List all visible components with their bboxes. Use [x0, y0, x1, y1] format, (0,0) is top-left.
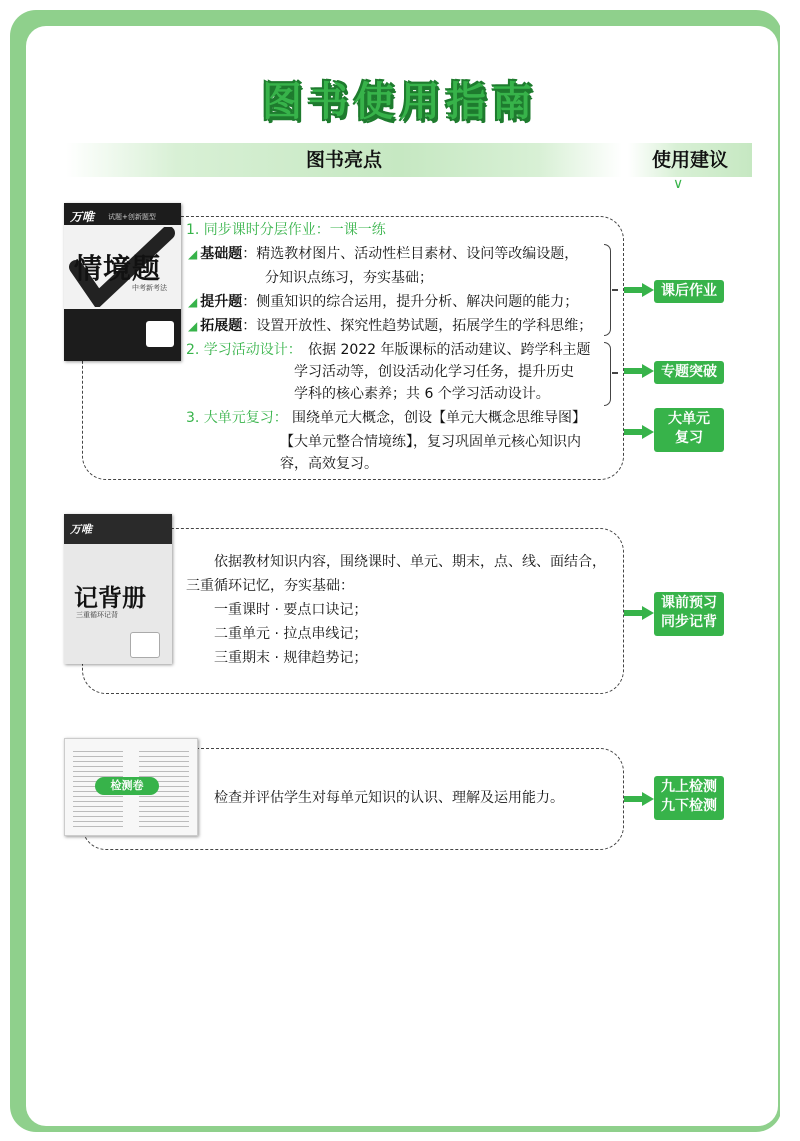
s1-heading2: 2. 学习活动设计： — [186, 342, 302, 358]
test-paper-thumbnail — [64, 738, 198, 836]
s1-item-basic-text: 精选教材图片、活动性栏目素材、设问等改编设题， — [256, 246, 579, 262]
suggestion-tests-line1: 九上检测 — [661, 779, 717, 795]
brace-homework — [604, 244, 611, 336]
cover2-brand: 万唯 — [70, 523, 92, 536]
suggestion-unit-review-line1: 大单元 — [668, 411, 710, 427]
s1-h3-line1: 围绕单元大概念，创设【单元大概念思维导图】 — [292, 410, 586, 426]
triangle-icon: ◢ — [188, 295, 198, 309]
suggestion-homework: 课后作业 — [654, 280, 724, 303]
cover-brand: 万唯 — [70, 210, 95, 224]
cover-tag: 试题+创新题型 — [108, 213, 156, 221]
arrow-right-icon — [624, 792, 654, 806]
cover-title: 情境题 — [74, 252, 162, 285]
s1-heading1: 1. 同步课时分层作业：一课一练 — [186, 222, 386, 238]
header-highlights: 图书亮点 — [305, 149, 382, 171]
s2-line4: 二重单元 · 拉点串线记； — [214, 626, 368, 642]
s1-h3-line3: 容，高效复习。 — [280, 456, 378, 472]
test-badge — [95, 777, 159, 795]
cover-badge — [146, 321, 174, 347]
triangle-icon: ◢ — [188, 319, 198, 333]
s1-h2-line2: 学习活动等，创设活动化学习任务，提升历史 — [294, 364, 574, 380]
chevron-down-icon: ∨ — [673, 176, 684, 192]
s1-item-basic: ◢ 基础题：精选教材图片、活动性栏目素材、设问等改编设题， — [188, 246, 579, 262]
s1-h3-line2: 【大单元整合情境练】，复习巩固单元核心知识内 — [280, 434, 581, 450]
suggestion-preview-line1: 课前预习 — [661, 595, 717, 611]
brace-topics — [604, 342, 611, 406]
s1-item-advanced-text: 侧重知识的综合运用，提升分析、解决问题的能力； — [256, 294, 579, 310]
s1-h2-line3: 学科的核心素养；共 6 个学习活动设计。 — [294, 386, 550, 402]
s3-line: 检查并评估学生对每单元知识的认识、理解及运用能力。 — [214, 790, 564, 806]
test-badge-label: 检测卷 — [110, 779, 144, 792]
s1-item-basic-cont: 分知识点练习，夯实基础； — [265, 270, 433, 286]
suggestion-unit-review-line2: 复习 — [675, 430, 703, 446]
arrow-right-icon — [624, 606, 654, 620]
triangle-icon: ◢ — [188, 247, 198, 261]
s2-line2: 三重循环记忆，夯实基础： — [186, 578, 354, 594]
cover2-sub: 三重循环记背 — [76, 611, 118, 619]
s2-line1: 依据教材知识内容，围绕课时、单元、期末，点、线、面结合， — [214, 554, 606, 570]
s1-item-basic-label: 基础题 — [200, 246, 243, 262]
page-title: 图书使用指南 — [262, 79, 538, 125]
s1-item-advanced-label: 提升题 — [200, 294, 243, 310]
s1-h2-line1: 依据 2022 年版课标的活动建议、跨学科主题 — [308, 342, 591, 358]
s1-item-extend-text: 设置开放性、探究性趋势试题，拓展学生的学科思维； — [256, 318, 593, 334]
header-suggestions: 使用建议 — [628, 143, 752, 177]
suggestion-tests-line2: 九下检测 — [661, 798, 717, 814]
suggestion-preview — [654, 592, 724, 636]
brace-nub — [612, 372, 618, 374]
s2-line5: 三重期末 · 规律趋势记； — [214, 650, 368, 666]
cover-subtitle: 中考新考法 — [132, 284, 167, 292]
suggestion-unit-review — [654, 408, 724, 452]
suggestion-preview-line2: 同步记背 — [661, 614, 717, 630]
cover2-title: 记背册 — [74, 584, 146, 612]
cover2-badge — [130, 632, 160, 658]
suggestion-tests — [654, 776, 724, 820]
s1-heading3: 3. 大单元复习： — [186, 410, 288, 426]
right-margin — [780, 0, 800, 1141]
suggestion-topics: 专题突破 — [654, 361, 724, 384]
s1-item-extend-label: 拓展题 — [200, 318, 243, 334]
brace-nub — [612, 289, 618, 291]
arrow-right-icon — [624, 364, 654, 378]
arrow-right-icon — [624, 283, 654, 297]
book-cover-qingjingti — [64, 203, 181, 361]
arrow-right-icon — [624, 425, 654, 439]
s2-line3: 一重课时 · 要点口诀记； — [214, 602, 368, 618]
s1-item-extend: ◢ 拓展题：设置开放性、探究性趋势试题，拓展学生的学科思维； — [188, 318, 593, 334]
s1-item-advanced: ◢ 提升题：侧重知识的综合运用，提升分析、解决问题的能力； — [188, 294, 579, 310]
book-cover-jibeice — [64, 514, 172, 664]
